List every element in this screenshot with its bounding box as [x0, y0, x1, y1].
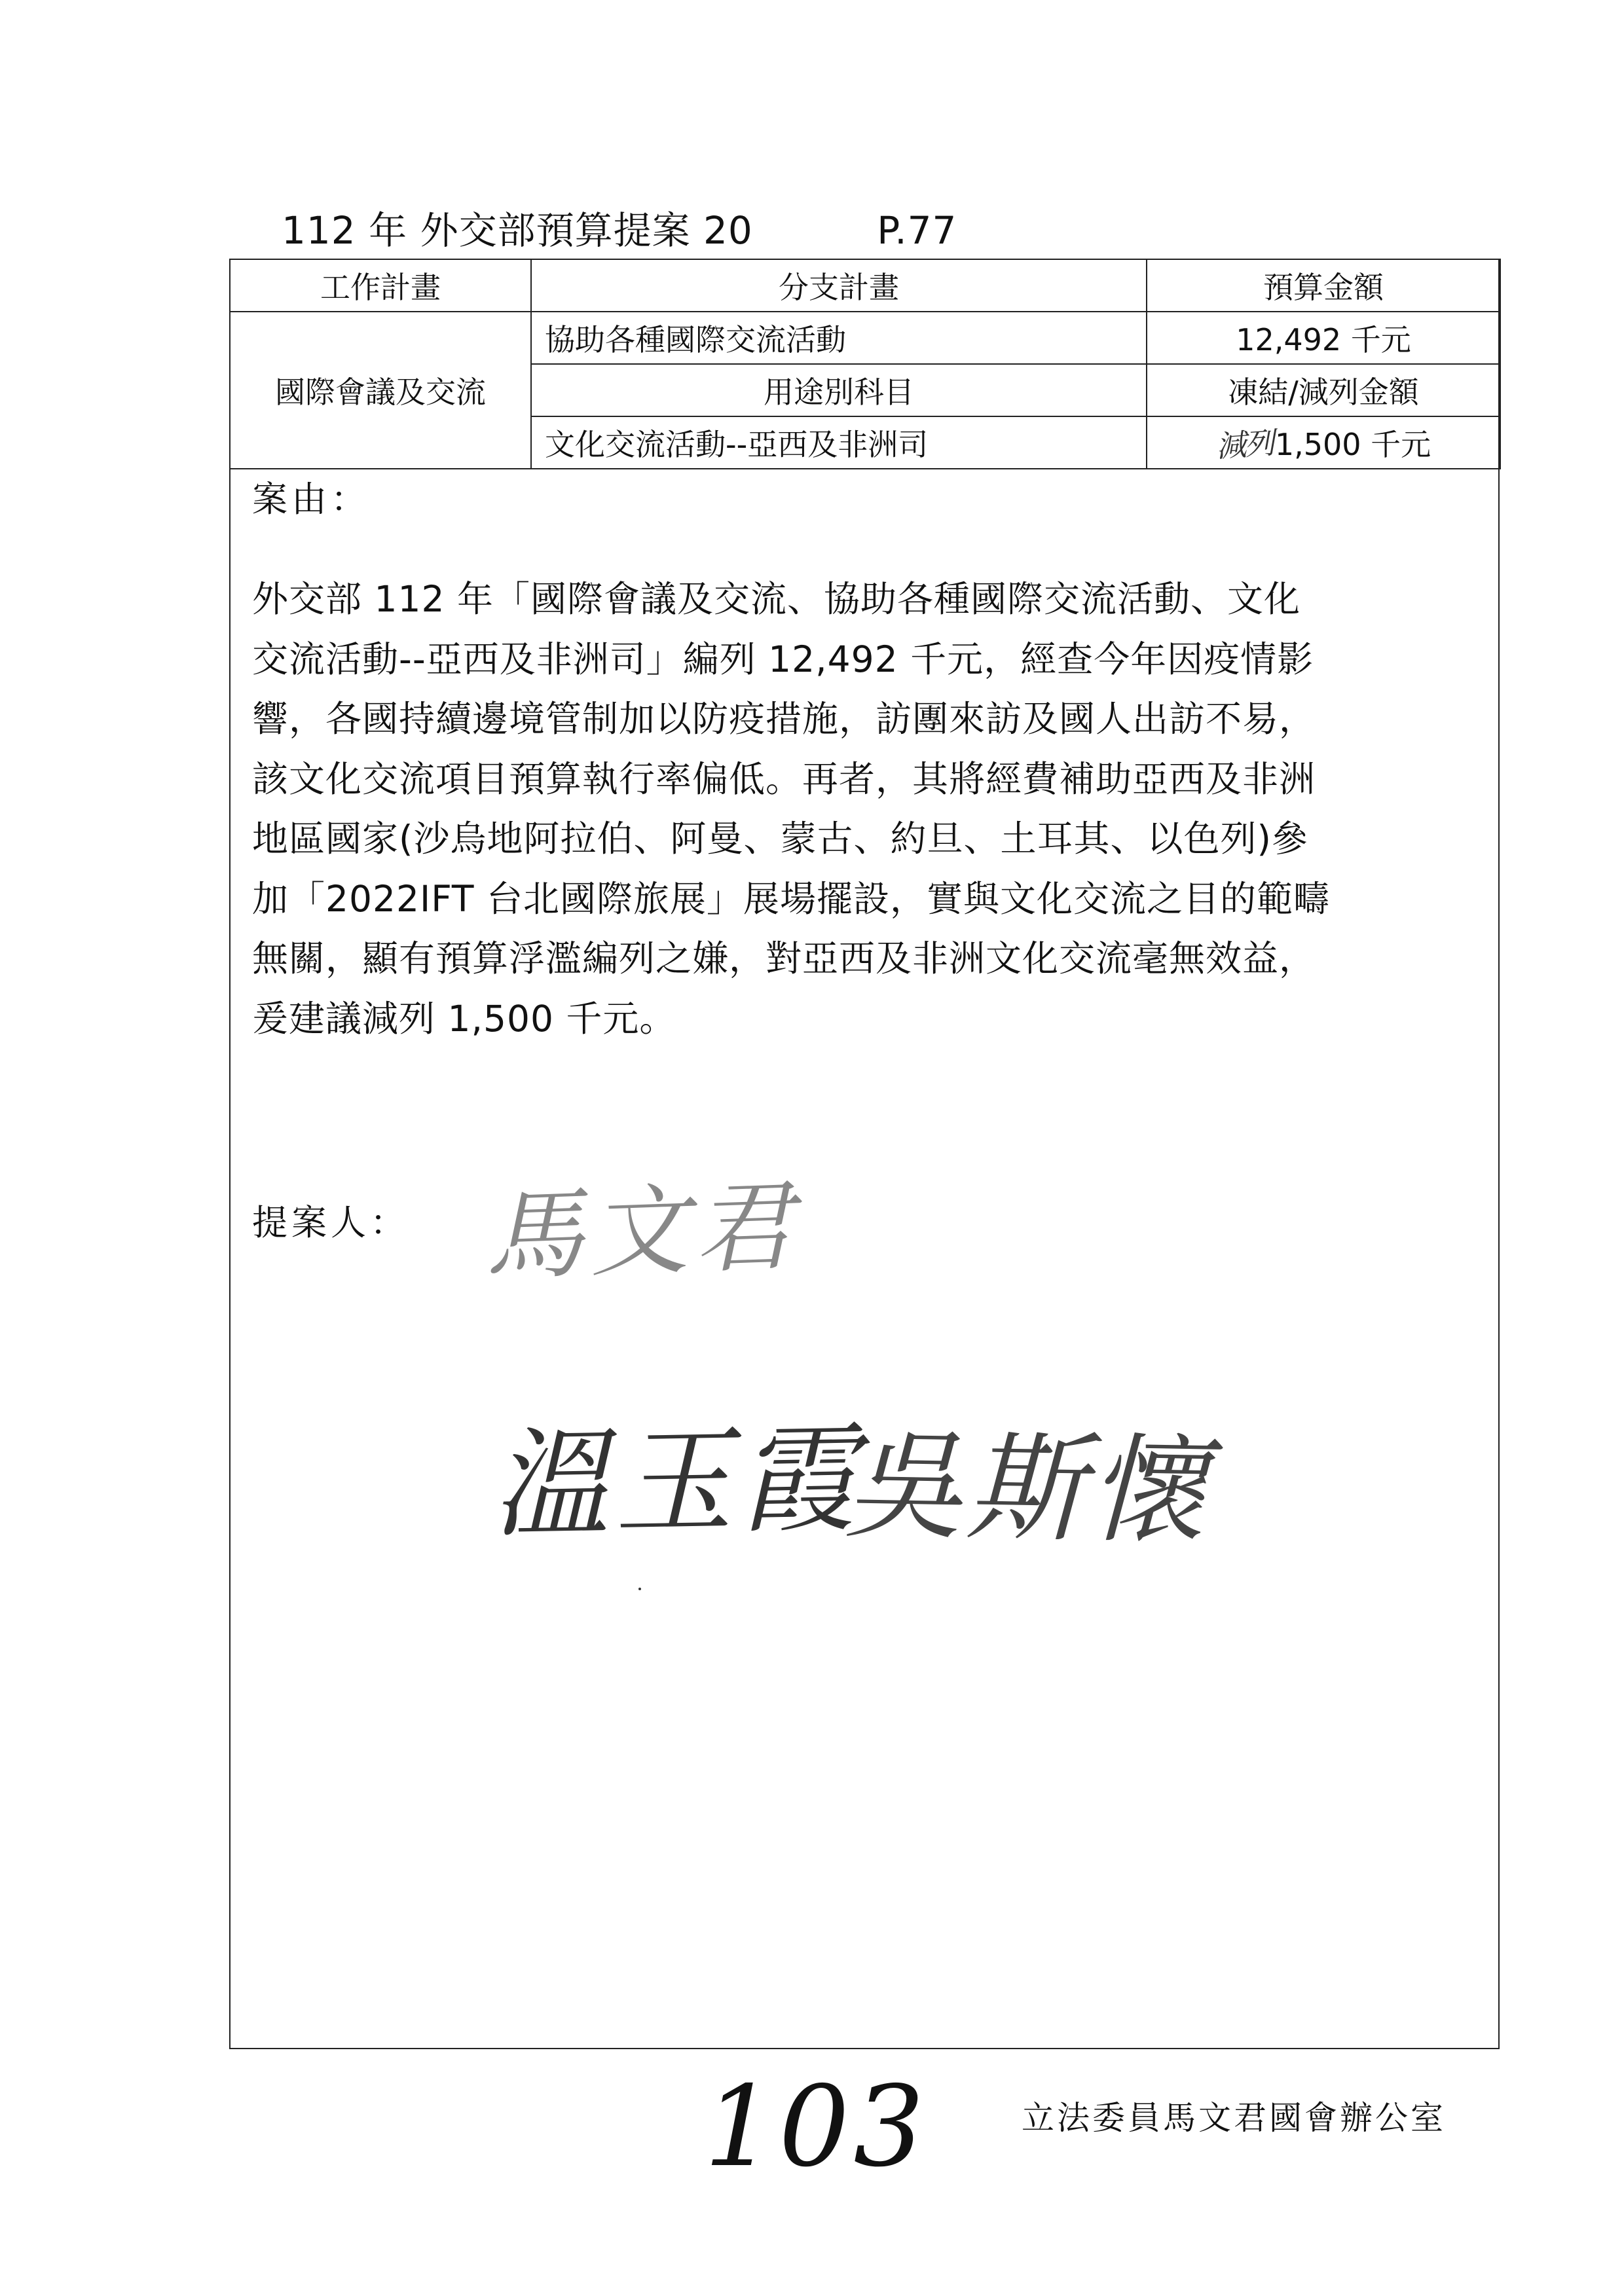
signature: 溫玉霞 — [490, 1411, 862, 1554]
reason-body — [252, 570, 1483, 1049]
header-work-plan: 工作計畫 — [230, 259, 531, 312]
header-budget-amount: 預算金額 — [1147, 259, 1500, 312]
reason-line: 無關，顯有預算浮濫編列之嫌，對亞西及非洲文化交流毫無效益， — [252, 938, 1316, 979]
reason-label: 案由： — [252, 479, 370, 520]
stray-mark — [638, 1588, 641, 1590]
budget-table — [229, 259, 1501, 469]
reason-line: 交流活動--亞西及非洲司」編列 12,492 千元，經查今年因疫情影 — [252, 638, 1314, 680]
work-plan-cell: 國際會議及交流 — [230, 312, 531, 469]
cut-amount-value: 1,500 千元 — [1274, 427, 1431, 462]
handwritten-cut-note: 減列 — [1215, 425, 1274, 464]
branch-plan-cell: 協助各種國際交流活動 — [531, 312, 1147, 364]
table-row — [230, 312, 1500, 364]
header-branch-plan: 分支計畫 — [531, 259, 1147, 312]
handwritten-page-number: 103 — [704, 2062, 929, 2192]
usage-item-cell: 文化交流活動--亞西及非洲司 — [531, 416, 1147, 469]
reason-line: 加「2022IFT 台北國際旅展」展場擺設，實與文化交流之目的範疇 — [252, 877, 1330, 920]
office-name: 立法委員馬文君國會辦公室 — [1022, 2099, 1446, 2137]
usage-header-cell: 用途別科目 — [531, 364, 1147, 416]
signature: 馬文君 — [483, 1169, 802, 1295]
reason-line: 該文化交流項目預算執行率偏低。再者，其將經費補助亞西及非洲 — [252, 757, 1316, 800]
proposal-frame — [229, 259, 1500, 2049]
proposal-title: 112 年 外交部預算提案 20 — [282, 208, 753, 253]
document-header — [282, 200, 957, 255]
reason-line: 爰建議減列 1,500 千元。 — [252, 997, 676, 1040]
freeze-header-cell: 凍結/減列金額 — [1147, 364, 1500, 416]
reason-line: 地區國家(沙烏地阿拉伯、阿曼、蒙古、約旦、土耳其、以色列)參 — [252, 818, 1308, 860]
cut-amount-cell — [1147, 416, 1500, 469]
proposer-label: 提案人： — [252, 1202, 409, 1243]
signature: 吳斯懷 — [843, 1417, 1211, 1561]
table-header-row — [230, 259, 1500, 312]
page-reference: P.77 — [877, 208, 957, 253]
reason-line: 響，各國持續邊境管制加以防疫措施，訪團來訪及國人出訪不易， — [252, 698, 1316, 740]
budget-amount-cell: 12,492 千元 — [1147, 312, 1500, 364]
reason-line: 外交部 112 年「國際會議及交流、協助各種國際交流活動、文化 — [252, 578, 1301, 620]
